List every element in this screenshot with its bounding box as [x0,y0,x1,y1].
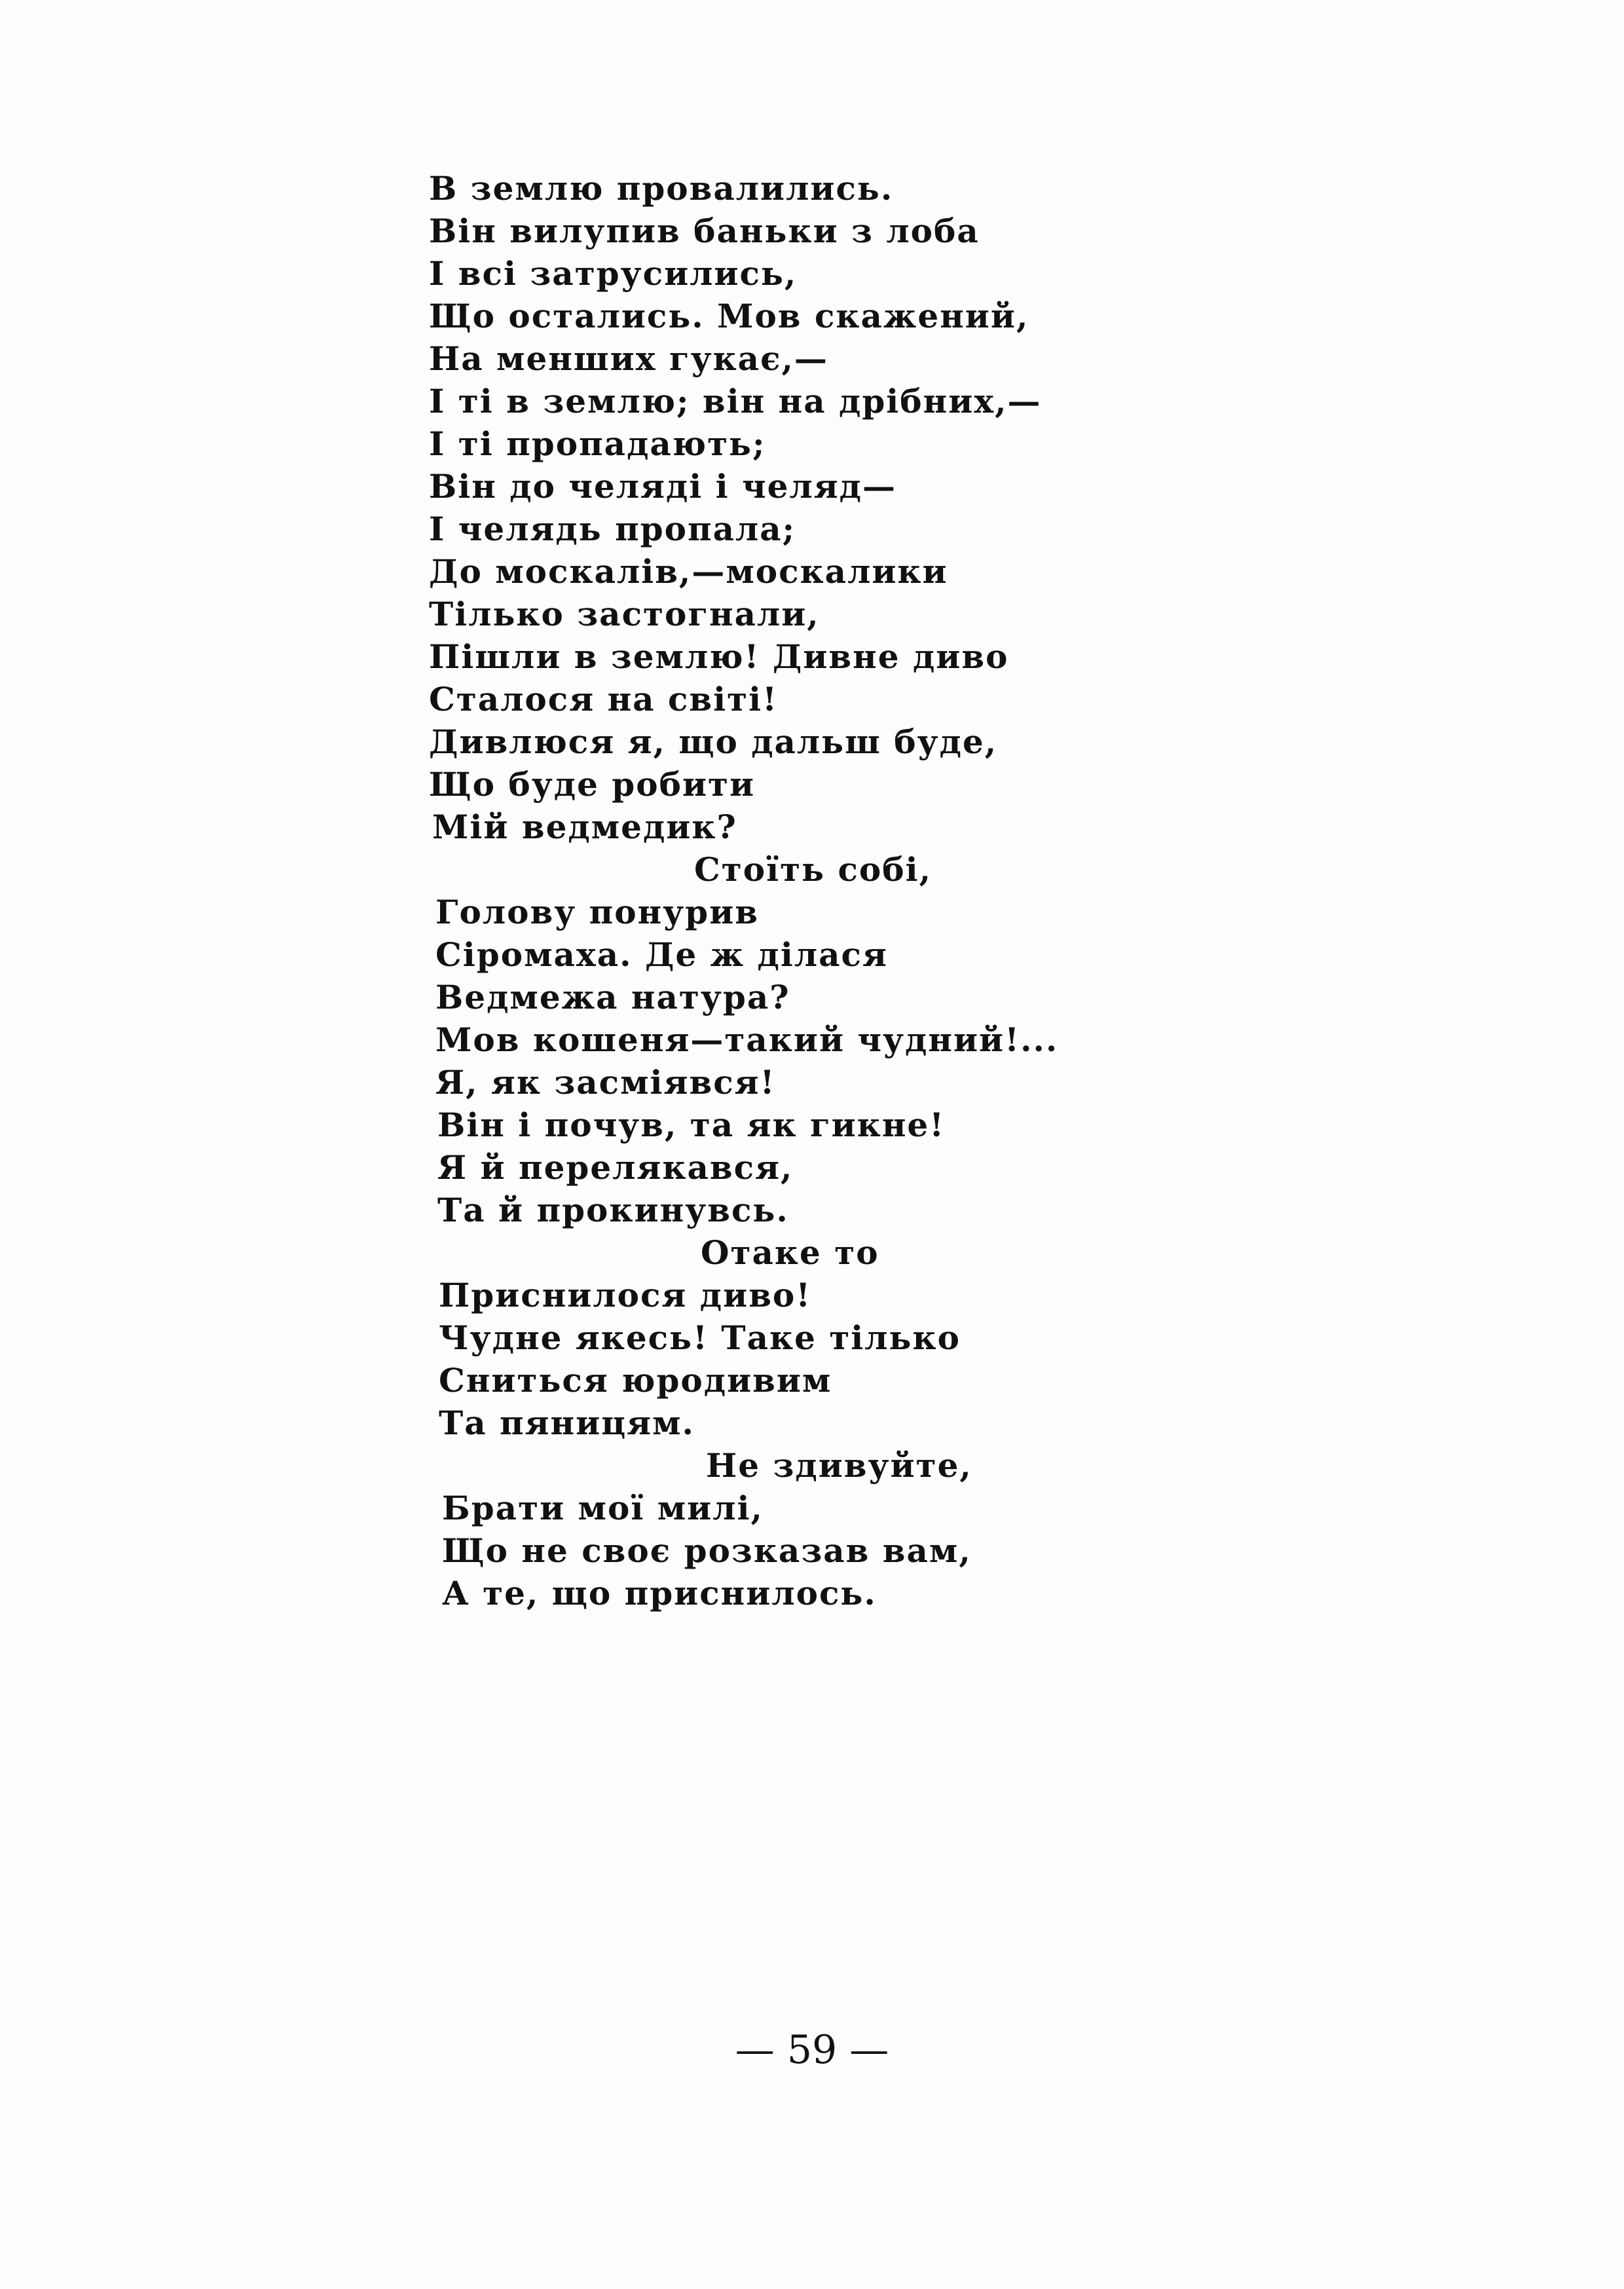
poem-line: І ті в землю; він на дрібних,— [429,382,1042,420]
poem-line: Чудне якесь! Таке тілько [439,1318,961,1357]
poem-line: Він вилупив баньки з лоба [429,212,980,250]
poem-line: Та пяницям. [439,1404,695,1442]
poem-line: Сіромаха. Де ж ділася [435,935,888,974]
poem-line: Отаке то [701,1233,879,1272]
poem-line: І челядь пропала; [429,510,796,548]
poem-line: На менших гукає,— [429,339,828,378]
poem-line: Він до челяді і челяд— [429,467,896,506]
poem-line: Сниться юродивим [439,1361,832,1400]
poem-line: Пішли в землю! Дивне диво [429,637,1009,676]
poem-line: А те, що приснилось. [442,1574,877,1612]
poem-line: В землю провалились. [429,169,894,208]
poem-line: Стоїть собі, [694,850,932,889]
poem-line: Мов кошеня—такий чудний!... [435,1020,1059,1059]
poem-line: І всі затрусились, [429,254,798,293]
poem-line: Я, як засміявся! [435,1063,776,1102]
page-number: — 59 — [735,2027,889,2073]
poem-line: Голову понурив [435,893,759,931]
poem-line: Не здивуйте, [706,1446,972,1485]
poem-line: Я й перелякався, [437,1148,794,1187]
poem-line: Тілько застогнали, [429,595,820,633]
poem-line: Ведмежа натура? [435,978,790,1016]
poem-line: Він і почув, та як гикне! [437,1106,946,1144]
poem-line: Дивлюся я, що дальш буде, [429,722,998,761]
poem-line: Що остались. Мов скажений, [429,297,1029,335]
poem-line: І ті пропадають; [429,424,766,463]
poem-line: Що не своє розказав вам, [442,1531,972,1570]
poem-line: Що буде робити [429,765,756,804]
poem-line: Приснилося диво! [439,1276,812,1314]
poem-line: Сталося на світі! [429,680,779,718]
poem-line: Та й прокинувсь. [437,1191,789,1229]
poem-line: Брати мої милі, [442,1489,764,1527]
poem-line: До москалів,—москалики [429,552,948,591]
poem-line: Мій ведмедик? [432,808,737,846]
